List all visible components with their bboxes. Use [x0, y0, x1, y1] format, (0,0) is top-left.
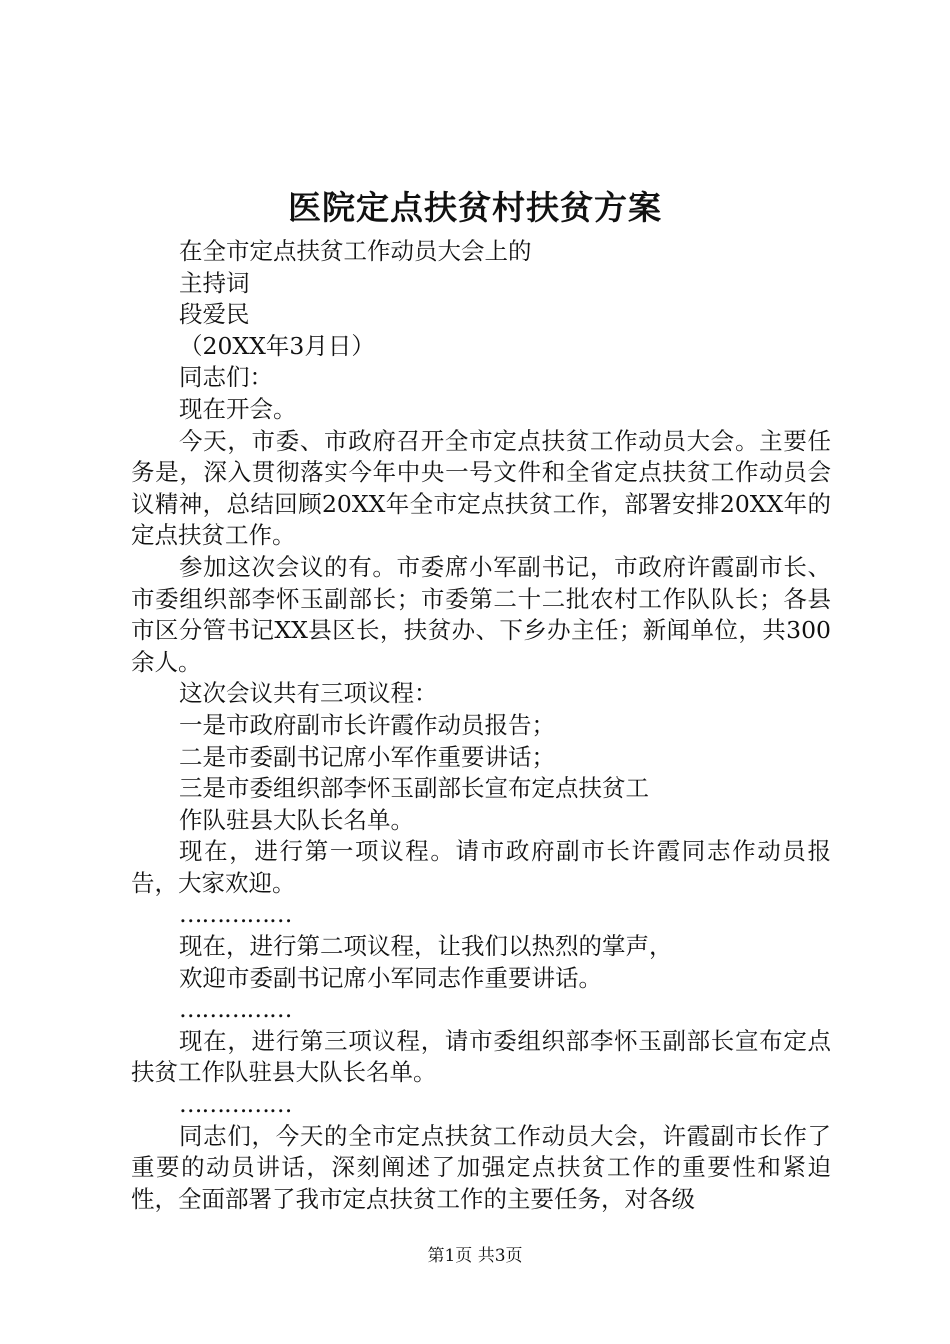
ellipsis-separator-3: ……………: [179, 1090, 292, 1119]
paragraph-19: 现在，进行第三项议程，请市委组织部李怀玉副部长宣布定点扶贫工作队驻县大队长名单。: [131, 1026, 831, 1087]
document-body: [131, 236, 831, 1215]
paragraph-12: 三是市委组织部李怀玉副部长宣布定点扶贫工: [179, 774, 649, 803]
paragraph-17: 欢迎市委副书记席小军同志作重要讲话。: [179, 963, 602, 992]
page-number-footer: 第1页 共3页: [427, 1246, 523, 1266]
paragraph-3: 段爱民: [179, 300, 250, 329]
paragraph-2: 主持词: [179, 268, 250, 297]
paragraph-7: 今天，市委、市政府召开全市定点扶贫工作动员大会。主要任务是，深入贯彻落实今年中央一号文件和全省定点扶贫工作动员会议精神，总结回顾20XX年全市定点扶贫工作，部署安排20XX年的定点扶贫工作。: [131, 426, 831, 550]
paragraph-10: 一是市政府副市长许霞作动员报告；: [179, 710, 555, 739]
paragraph-4: （20XX年3月日）: [179, 331, 375, 360]
paragraph-5: 同志们：: [179, 363, 273, 392]
paragraph-6: 现在开会。: [179, 394, 297, 423]
document-title: 医院定点扶贫村扶贫方案: [288, 188, 662, 227]
paragraph-1: 在全市定点扶贫工作动员大会上的: [179, 237, 532, 265]
ellipsis-separator-2: ……………: [179, 995, 292, 1024]
paragraph-8: 参加这次会议的有。市委席小军副书记，市政府许霞副市长、市委组织部李怀玉副部长；市委第二十二批农村工作队队长；各县市区分管书记XX县区长，扶贫办、下乡办主任；新闻单位，共300余人。: [131, 552, 831, 676]
paragraph-16: 现在，进行第二项议程，让我们以热烈的掌声，: [179, 932, 673, 961]
paragraph-21: 同志们，今天的全市定点扶贫工作动员大会，许霞副市长作了重要的动员讲话，深刻阐述了加强定点扶贫工作的重要性和紧迫性，全面部署了我市定点扶贫工作的主要任务，对各级: [131, 1121, 831, 1213]
paragraph-11: 二是市委副书记席小军作重要讲话；: [179, 742, 555, 771]
paragraph-14: 现在，进行第一项议程。请市政府副市长许霞同志作动员报告，大家欢迎。: [131, 837, 831, 897]
ellipsis-separator-1: ……………: [179, 900, 292, 929]
paragraph-9: 这次会议共有三项议程：: [179, 679, 438, 708]
paragraph-13: 作队驻县大队长名单。: [179, 805, 414, 834]
